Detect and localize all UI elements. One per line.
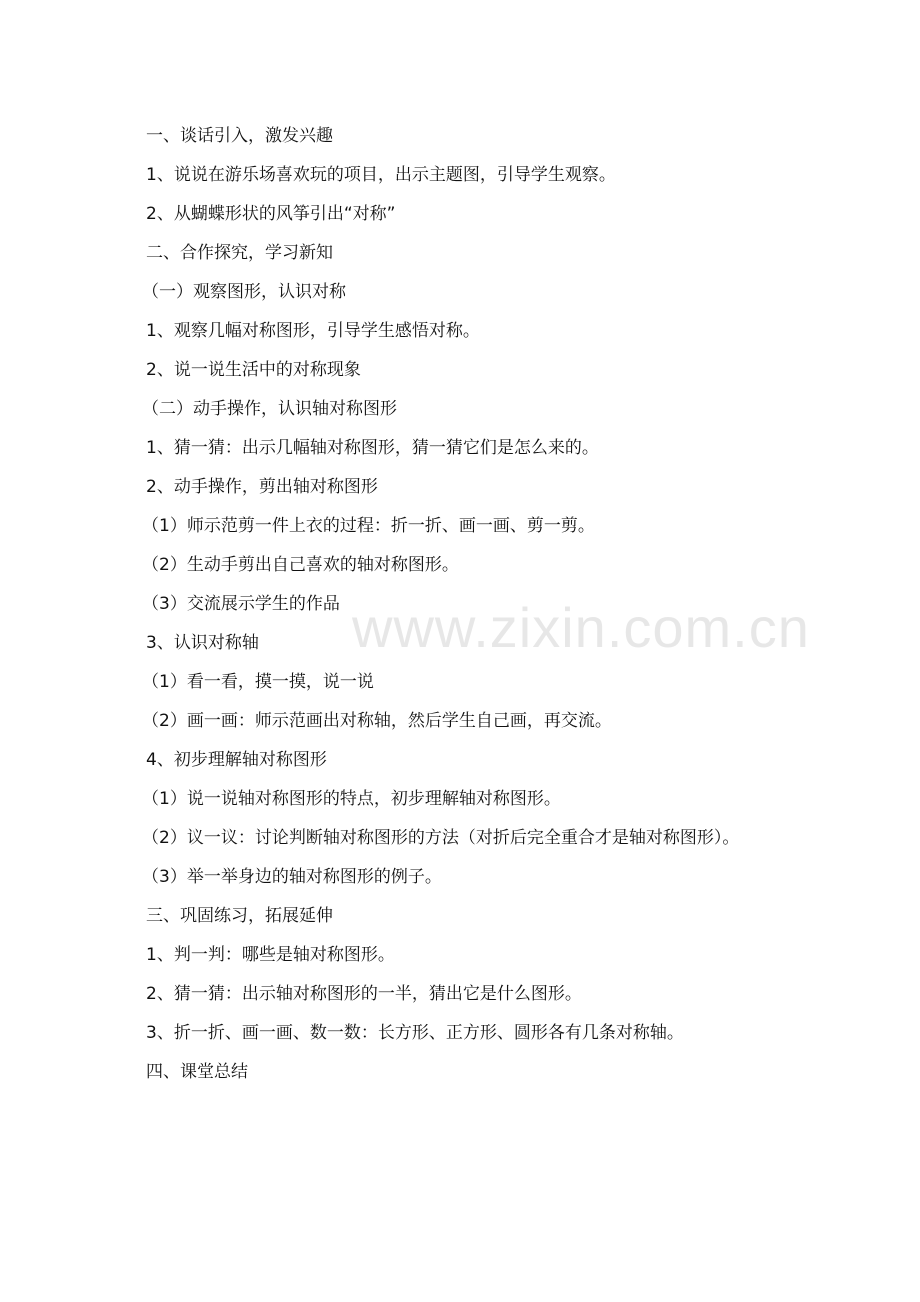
- heading-1: 一、谈话引入，激发兴趣: [146, 126, 333, 146]
- paragraph: 4、初步理解轴对称图形: [146, 750, 327, 770]
- heading-3: 三、巩固练习，拓展延伸: [146, 906, 333, 926]
- list-item: （3）交流展示学生的作品: [142, 594, 340, 614]
- paragraph: 2、猜一猜：出示轴对称图形的一半，猜出它是什么图形。: [146, 984, 582, 1004]
- paragraph: 1、判一判：哪些是轴对称图形。: [146, 945, 395, 965]
- document-body: [142, 124, 786, 1099]
- list-item: （1）师示范剪一件上衣的过程：折一折、画一画、剪一剪。: [142, 516, 595, 536]
- watermark: www.zixin.com.cn: [352, 596, 810, 659]
- list-item: （2）画一画：师示范画出对称轴，然后学生自己画，再交流。: [142, 711, 612, 731]
- paragraph: 1、观察几幅对称图形，引导学生感悟对称。: [146, 321, 480, 341]
- paragraph: 1、说说在游乐场喜欢玩的项目，出示主题图，引导学生观察。: [146, 165, 616, 185]
- subheading-2: （二）动手操作，认识轴对称图形: [142, 399, 397, 419]
- paragraph: 1、猜一猜：出示几幅轴对称图形，猜一猜它们是怎么来的。: [146, 438, 599, 458]
- paragraph: 3、折一折、画一画、数一数：长方形、正方形、圆形各有几条对称轴。: [146, 1023, 684, 1043]
- subheading-1: （一）观察图形，认识对称: [142, 282, 346, 302]
- list-item: （1）说一说轴对称图形的特点，初步理解轴对称图形。: [142, 789, 561, 809]
- list-item: （3）举一举身边的轴对称图形的例子。: [142, 867, 442, 887]
- list-item: （2）生动手剪出自己喜欢的轴对称图形。: [142, 555, 459, 575]
- paragraph: 2、动手操作，剪出轴对称图形: [146, 477, 378, 497]
- list-item: （1）看一看，摸一摸，说一说: [142, 672, 374, 692]
- heading-2: 二、合作探究，学习新知: [146, 243, 333, 263]
- paragraph: 2、从蝴蝶形状的风筝引出“对称”: [146, 204, 396, 224]
- paragraph: 3、认识对称轴: [146, 633, 259, 653]
- paragraph: 2、说一说生活中的对称现象: [146, 360, 361, 380]
- heading-4: 四、课堂总结: [146, 1062, 248, 1082]
- list-item: （2）议一议：讨论判断轴对称图形的方法（对折后完全重合才是轴对称图形）。: [142, 828, 740, 848]
